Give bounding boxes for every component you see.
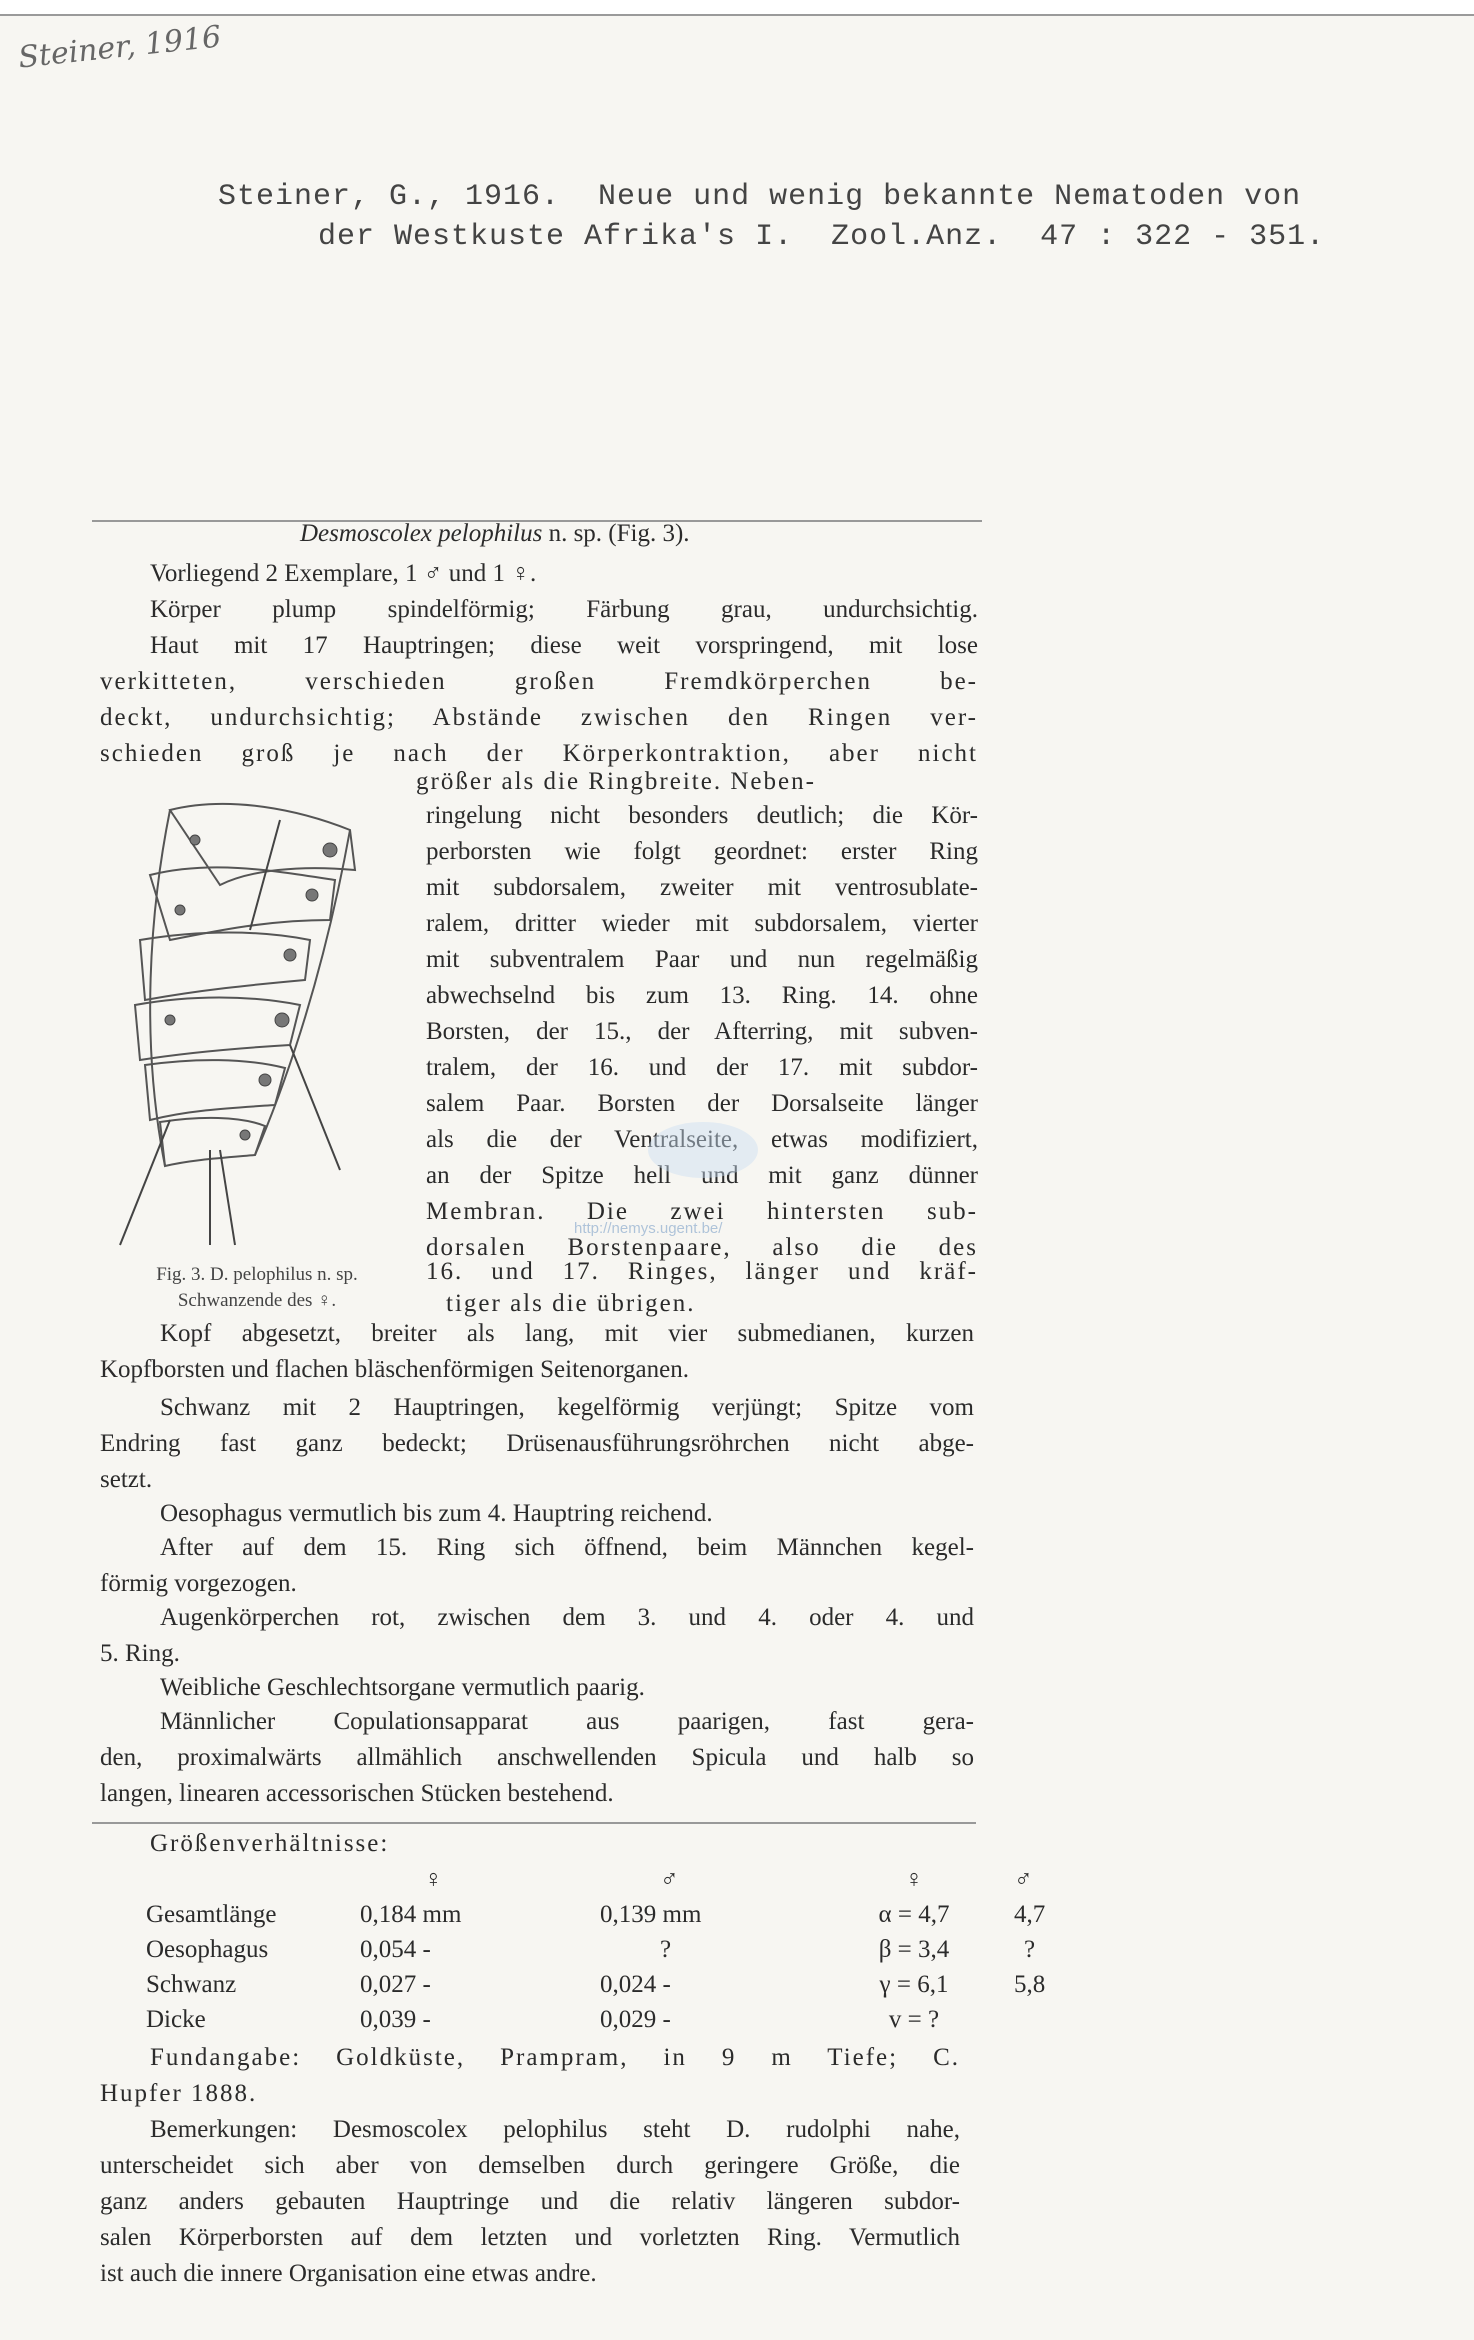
table-header-cell: ♀ (424, 1865, 443, 1893)
body-line-top-4: deckt, undurchsichtig; Abstände zwischen den Ringen ver- (100, 704, 978, 731)
table-cell: Dicke (146, 2005, 206, 2033)
para-0-line-0: Kopf abgesetzt, breiter als lang, mit vier submedianen, kurzen (160, 1320, 974, 1347)
table-cell: 0,054 - (360, 1935, 431, 1963)
body-line-right-7: Borsten, der 15., der Afterring, mit subven- (426, 1018, 978, 1045)
bemerkungen-line-2: ganz anders gebauten Hauptringe und die relativ längeren subdor- (100, 2188, 960, 2215)
species-heading (300, 516, 690, 552)
table-header-cell: ♀ (904, 1865, 924, 1893)
body-line-top-0: Vorliegend 2 Exemplare, 1 ♂ und 1 ♀. (150, 560, 537, 587)
table-cell: v = ? (888, 2005, 940, 2033)
para-1-line-0: Schwanz mit 2 Hauptringen, kegelförmig verjüngt; Spitze vom (160, 1394, 974, 1421)
body-line-top-5: schieden groß je nach der Körperkontraktion, aber nicht (100, 740, 978, 767)
body-line-right-6: abwechselnd bis zum 13. Ring. 14. ohne (426, 982, 978, 1009)
table-cell: 5,8 (1014, 1970, 1046, 1998)
table-cell: ? (1024, 1935, 1036, 1963)
para-0-line-1: Kopfborsten und flachen bläschenförmigen Seitenorganen. (100, 1356, 689, 1383)
table-cell: 4,7 (1014, 1900, 1046, 1928)
table-cell: Gesamtlänge (146, 1900, 277, 1928)
bemerkungen-line-4: ist auch die innere Organisation eine etwas andre. (100, 2260, 597, 2287)
para-4-line-0: Augenkörperchen rot, zwischen dem 3. und 4. oder 4. und (160, 1604, 974, 1631)
body-line-right-14: 16. und 17. Ringes, länger und kräf- (426, 1258, 978, 1285)
body-line-right-4: ralem, dritter wieder mit subdorsalem, vierter (426, 910, 978, 937)
body-line-right-2: perborsten wie folgt geordnet: erster Ring (426, 838, 978, 865)
table-divider (92, 1822, 976, 1824)
figure-caption-line-2: Schwanzende des ♀. (177, 1290, 337, 1311)
body-line-top-3: verkitteten, verschieden großen Fremdkörperchen be- (100, 668, 978, 695)
table-row (146, 1967, 1104, 2002)
body-line-right-0: größer als die Ringbreite. Neben- (416, 768, 816, 795)
body-line-right-10: als die der Ventralseite, etwas modifiziert, (426, 1126, 978, 1153)
body-line-right-5: mit subventralem Paar und nun regelmäßig (426, 946, 978, 973)
body-line-right-3: mit subdorsalem, zweiter mit ventrosublate- (426, 874, 978, 901)
para-5-line-0: Weibliche Geschlechtsorgane vermutlich paarig. (160, 1674, 645, 1701)
body-line-right-11: an der Spitze hell und mit ganz dünner (426, 1162, 978, 1189)
table-cell (994, 2002, 1104, 2037)
body-line-top-2: Haut mit 17 Hauptringen; diese weit vorspringend, mit lose (150, 632, 978, 659)
body-line-right-8: tralem, der 16. und der 17. mit subdor- (426, 1054, 978, 1081)
table-header-cell (146, 1862, 360, 1897)
body-line-top-1: Körper plump spindelförmig; Färbung grau, undurchsichtig. (150, 596, 978, 623)
table-cell: 0,039 - (360, 2005, 431, 2033)
table-cell: β = 3,4 (878, 1935, 950, 1963)
para-1-line-2: setzt. (100, 1466, 153, 1493)
table-header-cell: ♂ (1014, 1865, 1033, 1893)
para-2-line-0: Oesophagus vermutlich bis zum 4. Hauptring reichend. (160, 1500, 713, 1527)
table-cell: α = 4,7 (878, 1900, 950, 1928)
body-line-right-13: dorsalen Borstenpaare, also die des (426, 1234, 978, 1261)
species-heading-rest: n. sp. (Fig. 3). (548, 520, 690, 547)
watermark-text: http://nemys.ugent.be/ (574, 1220, 723, 1237)
bemerkungen-line-0: Bemerkungen: Desmoscolex pelophilus steht D. rudolphi nahe, (150, 2116, 960, 2143)
table-row (146, 2002, 1104, 2037)
figure-caption-line-1: Fig. 3. D. pelophilus n. sp. (156, 1264, 358, 1285)
table-row (146, 1897, 1104, 1932)
figure-caption (112, 1262, 402, 1314)
bemerkungen-line-1: unterscheidet sich aber von demselben durch geringere Größe, die (100, 2152, 960, 2179)
table-cell: γ = 6,1 (879, 1970, 949, 1998)
table-cell: 0,029 - (600, 2005, 671, 2033)
body-line-right-1: ringelung nicht besonders deutlich; die Kör- (426, 802, 978, 829)
table-cell: Schwanz (146, 1970, 237, 1998)
citation-line-2: der Westkuste Afrika's I. Zool.Anz. 47 : 322 - 351. (318, 220, 1326, 254)
para-3-line-1: förmig vorgezogen. (100, 1570, 297, 1597)
fundangabe-line-0: Fundangabe: Goldküste, Prampram, in 9 m Tiefe; C. (150, 2044, 960, 2071)
bemerkungen-line-3: salen Körperborsten auf dem letzten und vorletzten Ring. Vermutlich (100, 2224, 960, 2251)
table-cell: Oesophagus (146, 1935, 269, 1963)
citation-line-1: Steiner, G., 1916. Neue und wenig bekannte Nematoden von (218, 180, 1302, 214)
para-6-line-2: langen, linearen accessorischen Stücken bestehend. (100, 1780, 614, 1807)
body-line-right-9: salem Paar. Borsten der Dorsalseite länger (426, 1090, 978, 1117)
watermark-logo (648, 1122, 758, 1178)
body-line-right-15: tiger als die übrigen. (446, 1290, 696, 1317)
para-4-line-1: 5. Ring. (100, 1640, 180, 1667)
table-cell: 0,027 - (360, 1970, 431, 1998)
measurements-table (146, 1862, 1104, 2037)
species-name: Desmoscolex pelophilus (300, 520, 543, 547)
table-cell: ? (660, 1935, 672, 1963)
figure-nematode-tail (100, 790, 400, 1250)
scan-top-edge (0, 0, 1474, 16)
table-row (146, 1932, 1104, 1967)
measurements-heading: Größenverhältnisse: (150, 1830, 390, 1857)
para-6-line-1: den, proximalwärts allmählich anschwellenden Spicula und halb so (100, 1744, 974, 1771)
table-header-cell: ♂ (660, 1865, 679, 1893)
fundangabe-line-1: Hupfer 1888. (100, 2080, 258, 2107)
table-cell: 0,139 mm (600, 1900, 702, 1928)
table-cell: 0,024 - (600, 1970, 671, 1998)
para-6-line-0: Männlicher Copulationsapparat aus paarigen, fast gera- (160, 1708, 974, 1735)
table-header-row (146, 1862, 1104, 1897)
para-3-line-0: After auf dem 15. Ring sich öffnend, beim Männchen kegel- (160, 1534, 974, 1561)
handwritten-note: Steiner, 1916 (16, 19, 223, 76)
table-cell: 0,184 mm (360, 1900, 462, 1928)
para-1-line-1: Endring fast ganz bedeckt; Drüsenausführungsröhrchen nicht abge- (100, 1430, 974, 1457)
body-line-right-12: Membran. Die zwei hintersten sub- (426, 1198, 978, 1225)
